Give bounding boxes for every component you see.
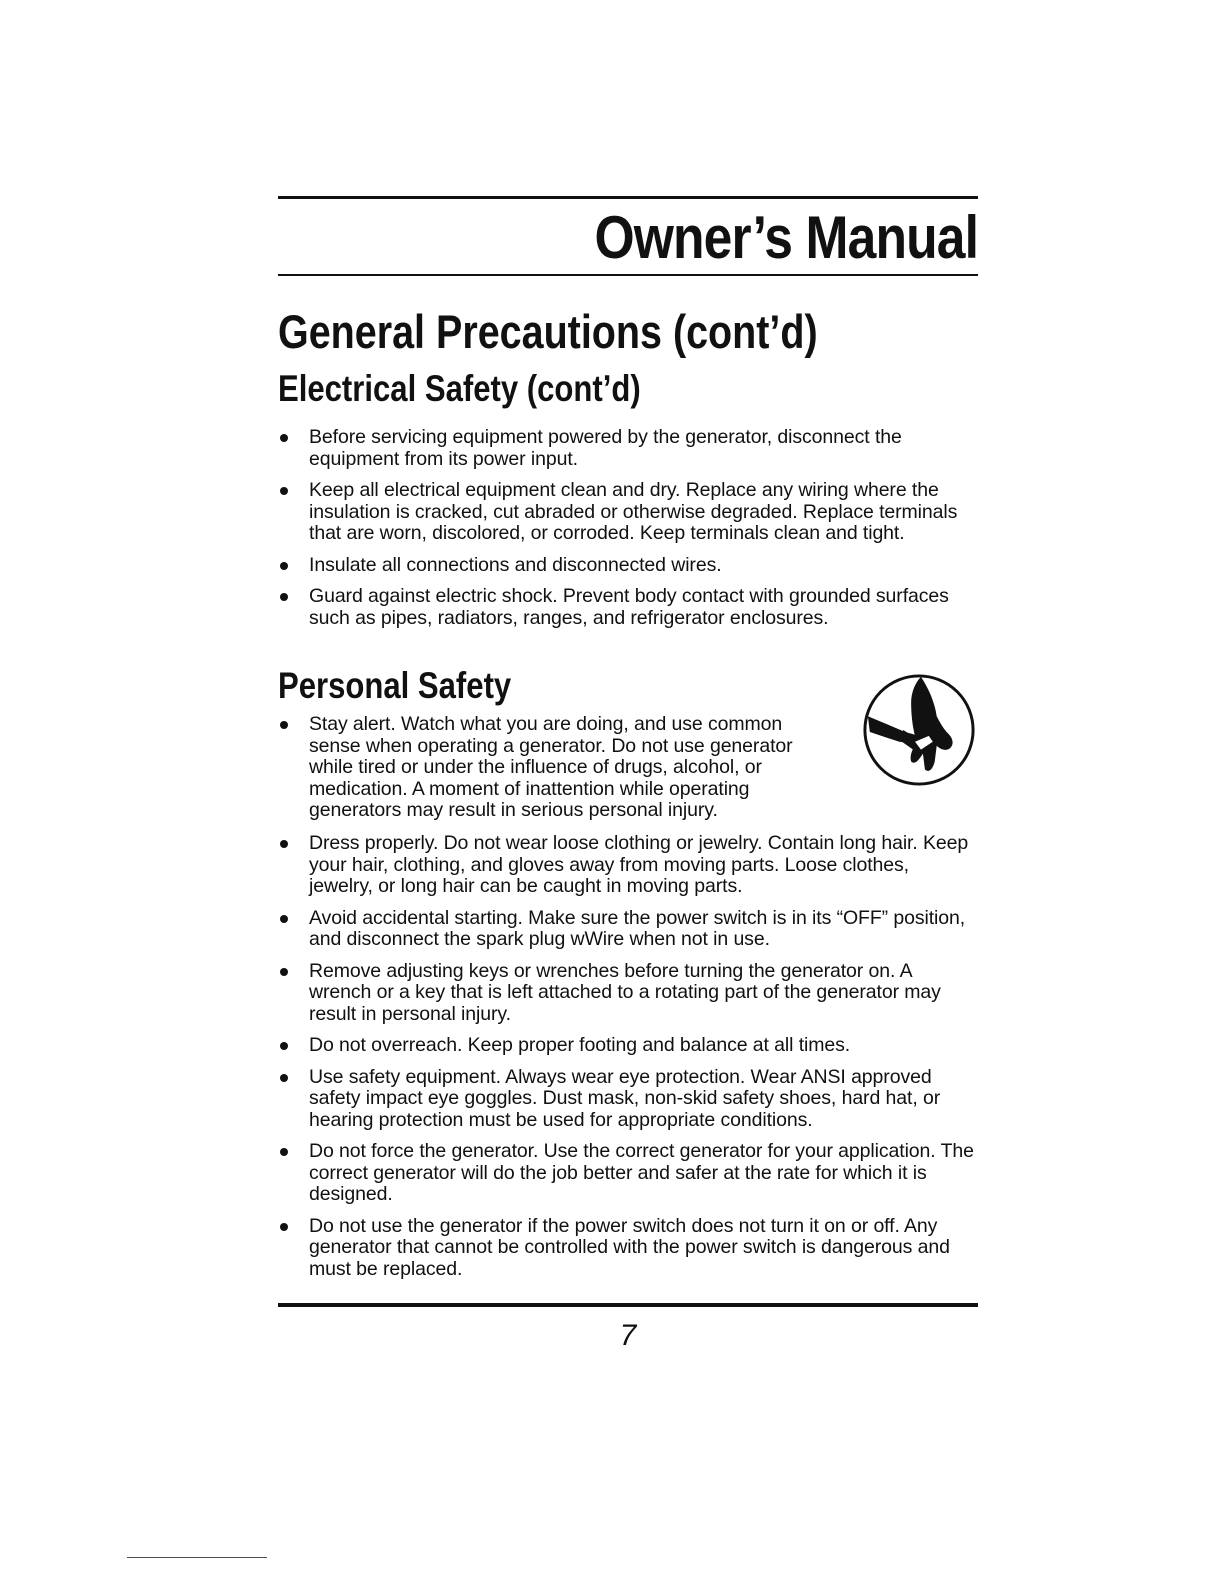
list-item-text: Dress properly. Do not wear loose clothing or jewelry. Contain long hair. Keep your hair, clothing, and gloves away from moving parts. Loose clothes, jewelry, or long hair can be caught in moving parts. (309, 832, 969, 897)
personal-safety-list-top (278, 714, 838, 832)
bullet-icon (280, 487, 288, 495)
list-item-text: Do not force the generator. Use the correct generator for your application. The correct generator will do the job better and safer at the rate for which it is designed. (309, 1140, 974, 1205)
bullet-icon (280, 721, 288, 729)
list-item (278, 908, 978, 951)
bullet-icon (280, 968, 288, 976)
bullet-icon (280, 840, 288, 848)
list-item-text: Stay alert. Watch what you are doing, and use common sense when operating a generator. Do not use generator while tired or under the influence of drugs, alcohol, or medication. A moment of inattention while operating generators may result in serious personal injury. (309, 713, 793, 821)
footer-rule (278, 1303, 978, 1307)
list-item (278, 961, 978, 1026)
list-item (278, 714, 838, 822)
personal-safety-list (278, 833, 978, 1290)
manual-title: Owner’s Manual (594, 204, 978, 271)
page-number: 7 (619, 1319, 637, 1352)
list-item (278, 1141, 978, 1206)
list-item (278, 1035, 978, 1057)
section-title: General Precautions (cont’d) (278, 305, 818, 358)
list-item-text: Do not overreach. Keep proper footing and balance at all times. (309, 1034, 851, 1056)
list-item (278, 833, 978, 898)
header-bottom-rule (278, 274, 978, 276)
list-item-text: Use safety equipment. Always wear eye protection. Wear ANSI approved safety impact eye goggles. Dust mask, non-skid safety shoes, hard hat, or hearing protection must be used for appropriate conditions. (309, 1065, 941, 1131)
list-item-text: Avoid accidental starting. Make sure the power switch is in its “OFF” position, and disconnect the spark plug wWire when not in use. (309, 906, 966, 950)
list-item (278, 1216, 978, 1281)
bullet-icon (280, 1223, 288, 1231)
bullet-icon (280, 434, 288, 442)
list-item (278, 586, 978, 629)
bullet-icon (280, 1042, 288, 1050)
bullet-icon (280, 1074, 288, 1082)
header-top-rule (278, 196, 978, 199)
electrical-safety-list (278, 427, 978, 639)
personal-safety-heading: Personal Safety (278, 665, 512, 706)
list-item-text: Before servicing equipment powered by the generator, disconnect the equipment from its power input. (309, 426, 902, 470)
bullet-icon (280, 562, 288, 570)
bullet-icon (280, 1148, 288, 1156)
electrical-safety-heading: Electrical Safety (cont’d) (278, 368, 641, 409)
list-item-text: Remove adjusting keys or wrenches before turning the generator on. A wrench or a key that is left attached to a rotating part of the generator may result in personal injury. (309, 959, 941, 1025)
list-item-text: Insulate all connections and disconnected wires. (309, 553, 722, 576)
list-item (278, 480, 978, 545)
hand-entanglement-hazard-icon (860, 671, 978, 789)
list-item-text: Guard against electric shock. Prevent body contact with grounded surfaces such as pipes, radiators, ranges, and refrigerator enclosures. (309, 585, 949, 629)
bullet-icon (280, 915, 288, 923)
manual-page (278, 0, 978, 1584)
footer-scan-mark (127, 1557, 267, 1558)
bullet-icon (280, 593, 288, 601)
list-item (278, 555, 978, 577)
list-item (278, 427, 978, 470)
list-item (278, 1067, 978, 1132)
list-item-text: Do not use the generator if the power switch does not turn it on or off. Any generator that cannot be controlled with the power switch is dangerous and must be replaced. (309, 1214, 950, 1280)
list-item-text: Keep all electrical equipment clean and dry. Replace any wiring where the insulation is cracked, cut abraded or otherwise degraded. Replace terminals that are worn, discolored, or corroded. Keep terminals clean and tight. (309, 479, 958, 544)
